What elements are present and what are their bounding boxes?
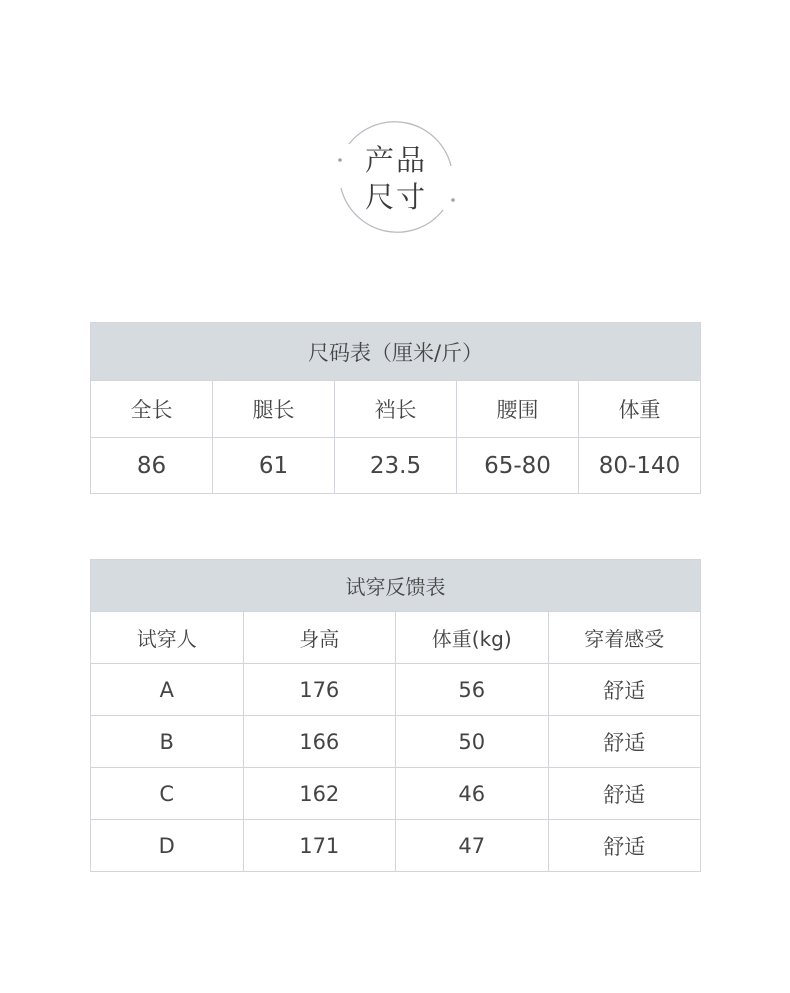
table-row: [91, 716, 701, 768]
column-header-feeling: 穿着感受: [548, 612, 701, 664]
value-weight: 80-140: [579, 438, 701, 494]
feeling-cell: 舒适: [548, 768, 701, 820]
tester-cell: D: [91, 820, 244, 872]
tester-cell: A: [91, 664, 244, 716]
value-total-length: 86: [91, 438, 213, 494]
column-header-leg-length: 腿长: [213, 381, 335, 438]
size-chart-header-row: [91, 323, 701, 381]
size-chart-table: [90, 322, 701, 494]
column-header-weight-kg: 体重(kg): [396, 612, 549, 664]
height-cell: 166: [243, 716, 396, 768]
size-chart-column-row: [91, 381, 701, 438]
size-chart-title: 尺码表（厘米/斤）: [91, 323, 701, 381]
height-cell: 176: [243, 664, 396, 716]
value-rise: 23.5: [335, 438, 457, 494]
height-cell: 171: [243, 820, 396, 872]
table-row: [91, 820, 701, 872]
value-waist: 65-80: [457, 438, 579, 494]
column-header-total-length: 全长: [91, 381, 213, 438]
column-header-height: 身高: [243, 612, 396, 664]
weight-cell: 56: [396, 664, 549, 716]
weight-cell: 46: [396, 768, 549, 820]
feeling-cell: 舒适: [548, 664, 701, 716]
feeling-cell: 舒适: [548, 820, 701, 872]
fit-feedback-column-row: [91, 612, 701, 664]
tester-cell: C: [91, 768, 244, 820]
section-title-line-1: 产品: [364, 143, 427, 177]
section-title-line-2: 尺寸: [364, 180, 427, 214]
table-row: [91, 664, 701, 716]
column-header-rise: 裆长: [335, 381, 457, 438]
section-heading-badge: [335, 118, 457, 244]
column-header-waist: 腰围: [457, 381, 579, 438]
column-header-tester: 试穿人: [91, 612, 244, 664]
feeling-cell: 舒适: [548, 716, 701, 768]
column-header-weight: 体重: [579, 381, 701, 438]
table-row: [91, 768, 701, 820]
value-leg-length: 61: [213, 438, 335, 494]
tester-cell: B: [91, 716, 244, 768]
weight-cell: 50: [396, 716, 549, 768]
fit-feedback-title: 试穿反馈表: [91, 560, 701, 612]
size-chart-value-row: [91, 438, 701, 494]
fit-feedback-header-row: [91, 560, 701, 612]
height-cell: 162: [243, 768, 396, 820]
section-title: [335, 142, 457, 216]
weight-cell: 47: [396, 820, 549, 872]
fit-feedback-table: [90, 559, 701, 872]
